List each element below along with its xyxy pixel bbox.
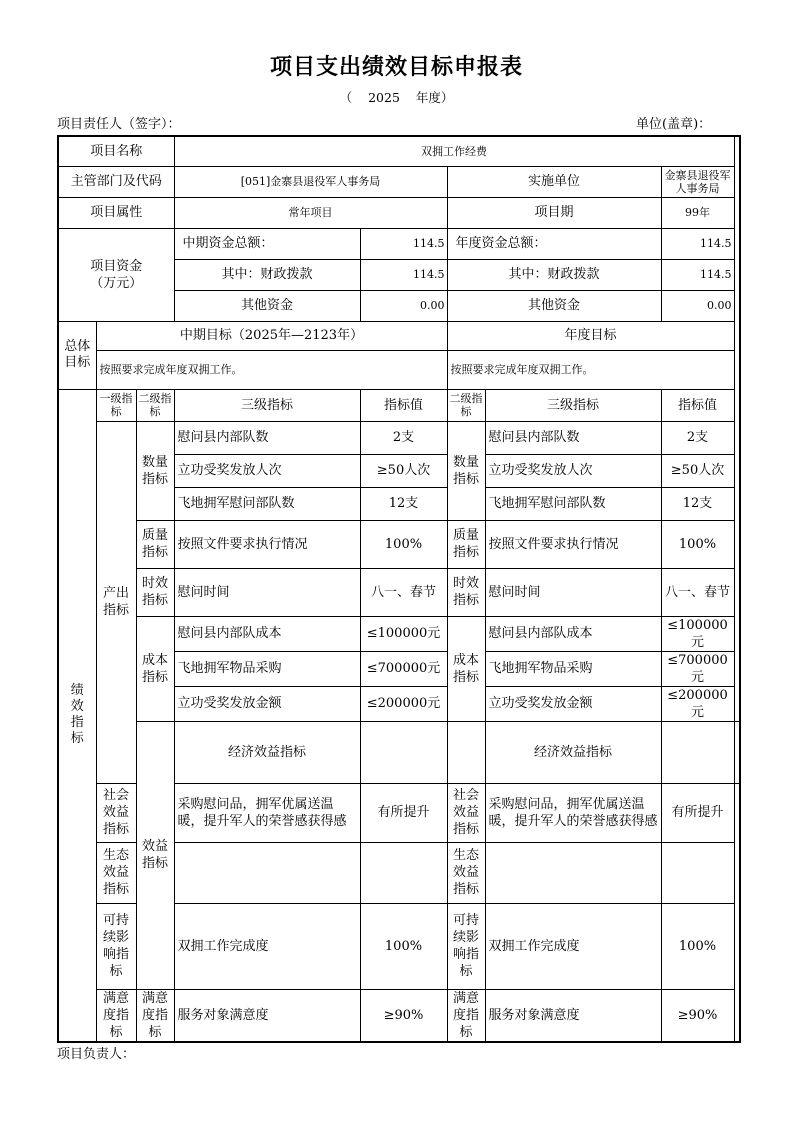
page-title: 项目支出绩效目标申报表 xyxy=(269,54,523,80)
year-other-value: 0.00 xyxy=(661,290,734,321)
year-total-label: 年度资金总额： xyxy=(447,228,661,259)
economic-label-year: 经济效益指标 xyxy=(485,721,661,783)
header-level3-year: 三级指标 xyxy=(485,389,661,421)
cost-3-value-year: ≤200000元 xyxy=(661,686,734,721)
year-total-value: 114.5 xyxy=(661,228,734,259)
timeliness-name-year: 慰问时间 xyxy=(485,568,661,616)
quality-label-year: 质量指标 xyxy=(447,520,485,568)
year-suffix: 年度） xyxy=(415,90,454,105)
quality-name-year: 按照文件要求执行情况 xyxy=(485,520,661,568)
project-period-label: 项目期 xyxy=(447,197,661,228)
economic-label: 经济效益指标 xyxy=(174,721,360,783)
quantity-3-value-year: 12支 xyxy=(661,487,734,520)
timeliness-label: 时效指标 xyxy=(136,568,174,616)
quantity-label-year: 数量指标 xyxy=(447,421,485,520)
economic-value-year xyxy=(734,721,740,783)
economic-value xyxy=(447,721,485,783)
mid-fiscal-value: 114.5 xyxy=(360,259,447,290)
performance-form-table xyxy=(57,135,741,1043)
header-level1: 一级指标 xyxy=(96,389,136,421)
ecological-label-year: 生态效益指标 xyxy=(447,842,485,903)
project-attr-value: 常年项目 xyxy=(174,197,447,228)
mid-goal-text: 按照要求完成年度双拥工作。 xyxy=(96,350,447,389)
quality-value: 100% xyxy=(360,520,447,568)
ecological-name xyxy=(174,842,360,903)
quantity-label: 数量指标 xyxy=(136,421,174,520)
cost-2-name-year: 飞地拥军物品采购 xyxy=(485,651,661,686)
year-line xyxy=(0,88,793,106)
header-level3: 三级指标 xyxy=(174,389,360,421)
quantity-2-value: ≥50人次 xyxy=(360,454,447,487)
quality-value-year: 100% xyxy=(661,520,734,568)
year-value: 2025 xyxy=(368,90,400,105)
mid-goal-header: 中期目标（2025年—2123年） xyxy=(96,321,447,350)
cost-1-name-year: 慰问县内部队成本 xyxy=(485,616,661,651)
mid-total-value: 114.5 xyxy=(360,228,447,259)
social-name: 采购慰问品，拥军优属送温暖，提升军人的荣誉感获得感 xyxy=(174,783,360,842)
ecological-label: 生态效益指标 xyxy=(96,842,136,903)
cost-3-name-year: 立功受奖发放金额 xyxy=(485,686,661,721)
social-value: 有所提升 xyxy=(360,783,447,842)
year-goal-header: 年度目标 xyxy=(447,321,734,350)
project-leader-label: 项目负责人： xyxy=(57,1047,136,1062)
satisfaction-label-year: 满意度指标 xyxy=(447,989,485,1042)
cost-2-name: 飞地拥军物品采购 xyxy=(174,651,360,686)
sustainable-name-year: 双拥工作完成度 xyxy=(485,903,661,989)
timeliness-value-year: 八一、春节 xyxy=(661,568,734,616)
cost-2-value: ≤700000元 xyxy=(360,651,447,686)
quality-label: 质量指标 xyxy=(136,520,174,568)
timeliness-value: 八一、春节 xyxy=(360,568,447,616)
satisfaction-name: 服务对象满意度 xyxy=(174,989,360,1042)
project-name-value: 双拥工作经费 xyxy=(174,136,734,166)
cost-label: 成本指标 xyxy=(136,616,174,721)
sustainable-value-year: 100% xyxy=(661,903,734,989)
project-period-value: 99年 xyxy=(661,197,734,228)
cost-2-value-year: ≤700000元 xyxy=(661,651,734,686)
social-value-year: 有所提升 xyxy=(661,783,734,842)
cost-1-name: 慰问县内部队成本 xyxy=(174,616,360,651)
quantity-1-value-year: 2支 xyxy=(661,421,734,454)
project-attr-label: 项目属性 xyxy=(58,197,174,228)
economic-name xyxy=(360,721,447,783)
economic-name-year xyxy=(661,721,734,783)
mid-total-label: 中期资金总额： xyxy=(174,228,360,259)
quantity-3-value: 12支 xyxy=(360,487,447,520)
perf-indicators-label: 绩效指标 xyxy=(58,389,96,1042)
timeliness-label-year: 时效指标 xyxy=(447,568,485,616)
project-name-label: 项目名称 xyxy=(58,136,174,166)
mid-other-label: 其他资金 xyxy=(174,290,360,321)
timeliness-name: 慰问时间 xyxy=(174,568,360,616)
social-label-year: 社会效益指标 xyxy=(447,783,485,842)
quantity-3-name: 飞地拥军慰问部队数 xyxy=(174,487,360,520)
sustainable-value: 100% xyxy=(360,903,447,989)
quantity-2-name-year: 立功受奖发放人次 xyxy=(485,454,661,487)
impl-unit-label: 实施单位 xyxy=(447,166,661,197)
benefit-indicators-label: 效益指标 xyxy=(136,721,174,989)
responsible-sign-label: 项目责任人（签字）： xyxy=(57,117,181,132)
ecological-name-year xyxy=(485,842,661,903)
ecological-value xyxy=(360,842,447,903)
sustainable-label: 可持续影响指标 xyxy=(96,903,136,989)
quantity-1-name: 慰问县内部队数 xyxy=(174,421,360,454)
satisfaction-value: ≥90% xyxy=(360,989,447,1042)
header-value: 指标值 xyxy=(360,389,447,421)
funds-label xyxy=(58,228,174,321)
cost-3-name: 立功受奖发放金额 xyxy=(174,686,360,721)
year-other-label: 其他资金 xyxy=(447,290,661,321)
cost-1-value-year: ≤100000元 xyxy=(661,616,734,651)
funds-label-line1: 项目资金 xyxy=(90,258,143,274)
satisfaction-indicators-label: 满意度指标 xyxy=(96,989,136,1042)
satisfaction-name-year: 服务对象满意度 xyxy=(485,989,661,1042)
header-value-year: 指标值 xyxy=(661,389,734,421)
quantity-3-name-year: 飞地拥军慰问部队数 xyxy=(485,487,661,520)
impl-unit-value: 金寨县退役军人事务局 xyxy=(661,166,734,197)
header-level2-year: 二级指标 xyxy=(447,389,485,421)
cost-1-value: ≤100000元 xyxy=(360,616,447,651)
quantity-1-name-year: 慰问县内部队数 xyxy=(485,421,661,454)
satisfaction-value-year: ≥90% xyxy=(661,989,734,1042)
funds-label-line2: （万元） xyxy=(90,275,143,291)
dept-value: [051]金寨县退役军人事务局 xyxy=(174,166,447,197)
year-goal-text: 按照要求完成年度双拥工作。 xyxy=(447,350,734,389)
social-name-year: 采购慰问品，拥军优属送温暖，提升军人的荣誉感获得感 xyxy=(485,783,661,842)
quantity-2-name: 立功受奖发放人次 xyxy=(174,454,360,487)
cost-label-year: 成本指标 xyxy=(447,616,485,721)
year-open: （ xyxy=(339,90,353,105)
output-indicators-label: 产出指标 xyxy=(96,421,136,783)
mid-fiscal-label: 其中：财政拨款 xyxy=(174,259,360,290)
dept-label: 主管部门及代码 xyxy=(58,166,174,197)
header-level2: 二级指标 xyxy=(136,389,174,421)
overall-goal-label: 总体目标 xyxy=(58,321,96,389)
satisfaction-label: 满意度指标 xyxy=(136,989,174,1042)
social-label: 社会效益指标 xyxy=(96,783,136,842)
cost-3-value: ≤200000元 xyxy=(360,686,447,721)
unit-stamp-label: 单位(盖章)： xyxy=(636,117,712,132)
quantity-2-value-year: ≥50人次 xyxy=(661,454,734,487)
sustainable-label-year: 可持续影响指标 xyxy=(447,903,485,989)
ecological-value-year xyxy=(661,842,734,903)
year-fiscal-label: 其中：财政拨款 xyxy=(447,259,661,290)
year-fiscal-value: 114.5 xyxy=(661,259,734,290)
quality-name: 按照文件要求执行情况 xyxy=(174,520,360,568)
mid-other-value: 0.00 xyxy=(360,290,447,321)
quantity-1-value: 2支 xyxy=(360,421,447,454)
sustainable-name: 双拥工作完成度 xyxy=(174,903,360,989)
